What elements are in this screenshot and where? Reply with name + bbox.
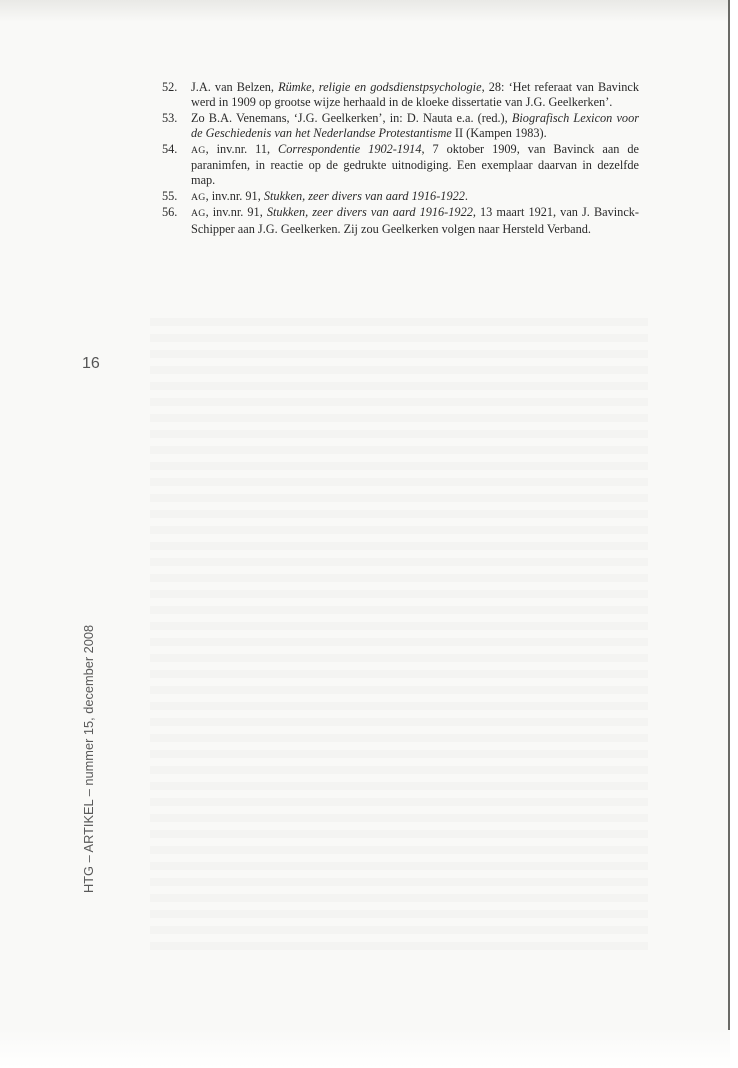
- endnote-text-run: , inv.nr. 91,: [205, 205, 267, 220]
- endnote-text-run: , 7 oktober 1909, van Bavinck aan de paranimfen, in reactie op de gedrukte uitnodiging. Een exemplaar daarvan in dezelfde map.: [191, 141, 639, 188]
- endnote-text-run: .: [464, 188, 468, 203]
- endnote: [162, 205, 639, 237]
- scan-bottom-fade: [0, 1030, 730, 1068]
- endnote: [162, 80, 639, 111]
- endnote-text-run: II (Kampen 1983).: [451, 126, 547, 141]
- page-edge-margin: [730, 0, 738, 1068]
- endnote-text: [191, 189, 468, 203]
- endnote: [162, 111, 639, 142]
- endnote-text-run: , inv.nr. 91,: [205, 188, 264, 203]
- archive-abbreviation: AG: [191, 208, 206, 220]
- endnote-title: Rümke, religie en godsdienstpsychologie: [278, 80, 482, 94]
- endnote-text-run: , 28: ‘Het referaat van Bavinck werd in 1909 op grootse wijze herhaald in de kloeke dissertatie van J.G. Geelkerken’.: [191, 80, 640, 110]
- endnote-text-run: , 13 maart 1921, van J. Bavinck-Schipper aan J.G. Geelkerken. Zij zou Geelkerken volgen naar Hersteld Verband.: [191, 205, 640, 236]
- endnote: [162, 189, 639, 205]
- endnote-text-run: Zo B.A. Venemans, ‘J.G. Geelkerken’, in: D. Nauta e.a. (red.),: [191, 110, 512, 125]
- endnote-title: Stukken, zeer divers van aard 1916-1922: [263, 188, 465, 203]
- endnotes-list: [162, 80, 639, 237]
- endnote-title: Stukken, zeer divers van aard 1916-1922: [266, 205, 473, 220]
- reverse-side-show-through: [150, 318, 648, 958]
- endnote-number: 56.: [162, 205, 178, 220]
- endnote-title: Correspondentie 1902-1914: [278, 141, 422, 156]
- endnote-number: 52.: [162, 80, 178, 94]
- endnote-number: 54.: [162, 141, 178, 156]
- archive-abbreviation: AG: [191, 144, 206, 156]
- endnote-text-run: J.A. van Belzen,: [191, 80, 279, 94]
- scan-top-shadow: [0, 0, 738, 22]
- endnote-text: [191, 142, 639, 188]
- endnote-number: 55.: [162, 188, 178, 203]
- page-number: 16: [82, 355, 100, 372]
- endnote-number: 53.: [162, 110, 178, 125]
- running-head: HTG – ARTIKEL – nummer 15, december 2008: [81, 624, 96, 893]
- endnote-title: Biografisch Lexicon voor de Geschiedenis van het Nederlandse Protestantisme: [191, 110, 640, 141]
- endnote-text: [191, 205, 639, 235]
- endnote-text: [191, 80, 639, 109]
- endnote: [162, 142, 639, 189]
- endnote-text-run: , inv.nr. 11,: [205, 141, 279, 156]
- endnote-text: [191, 111, 639, 140]
- archive-abbreviation: AG: [191, 191, 206, 203]
